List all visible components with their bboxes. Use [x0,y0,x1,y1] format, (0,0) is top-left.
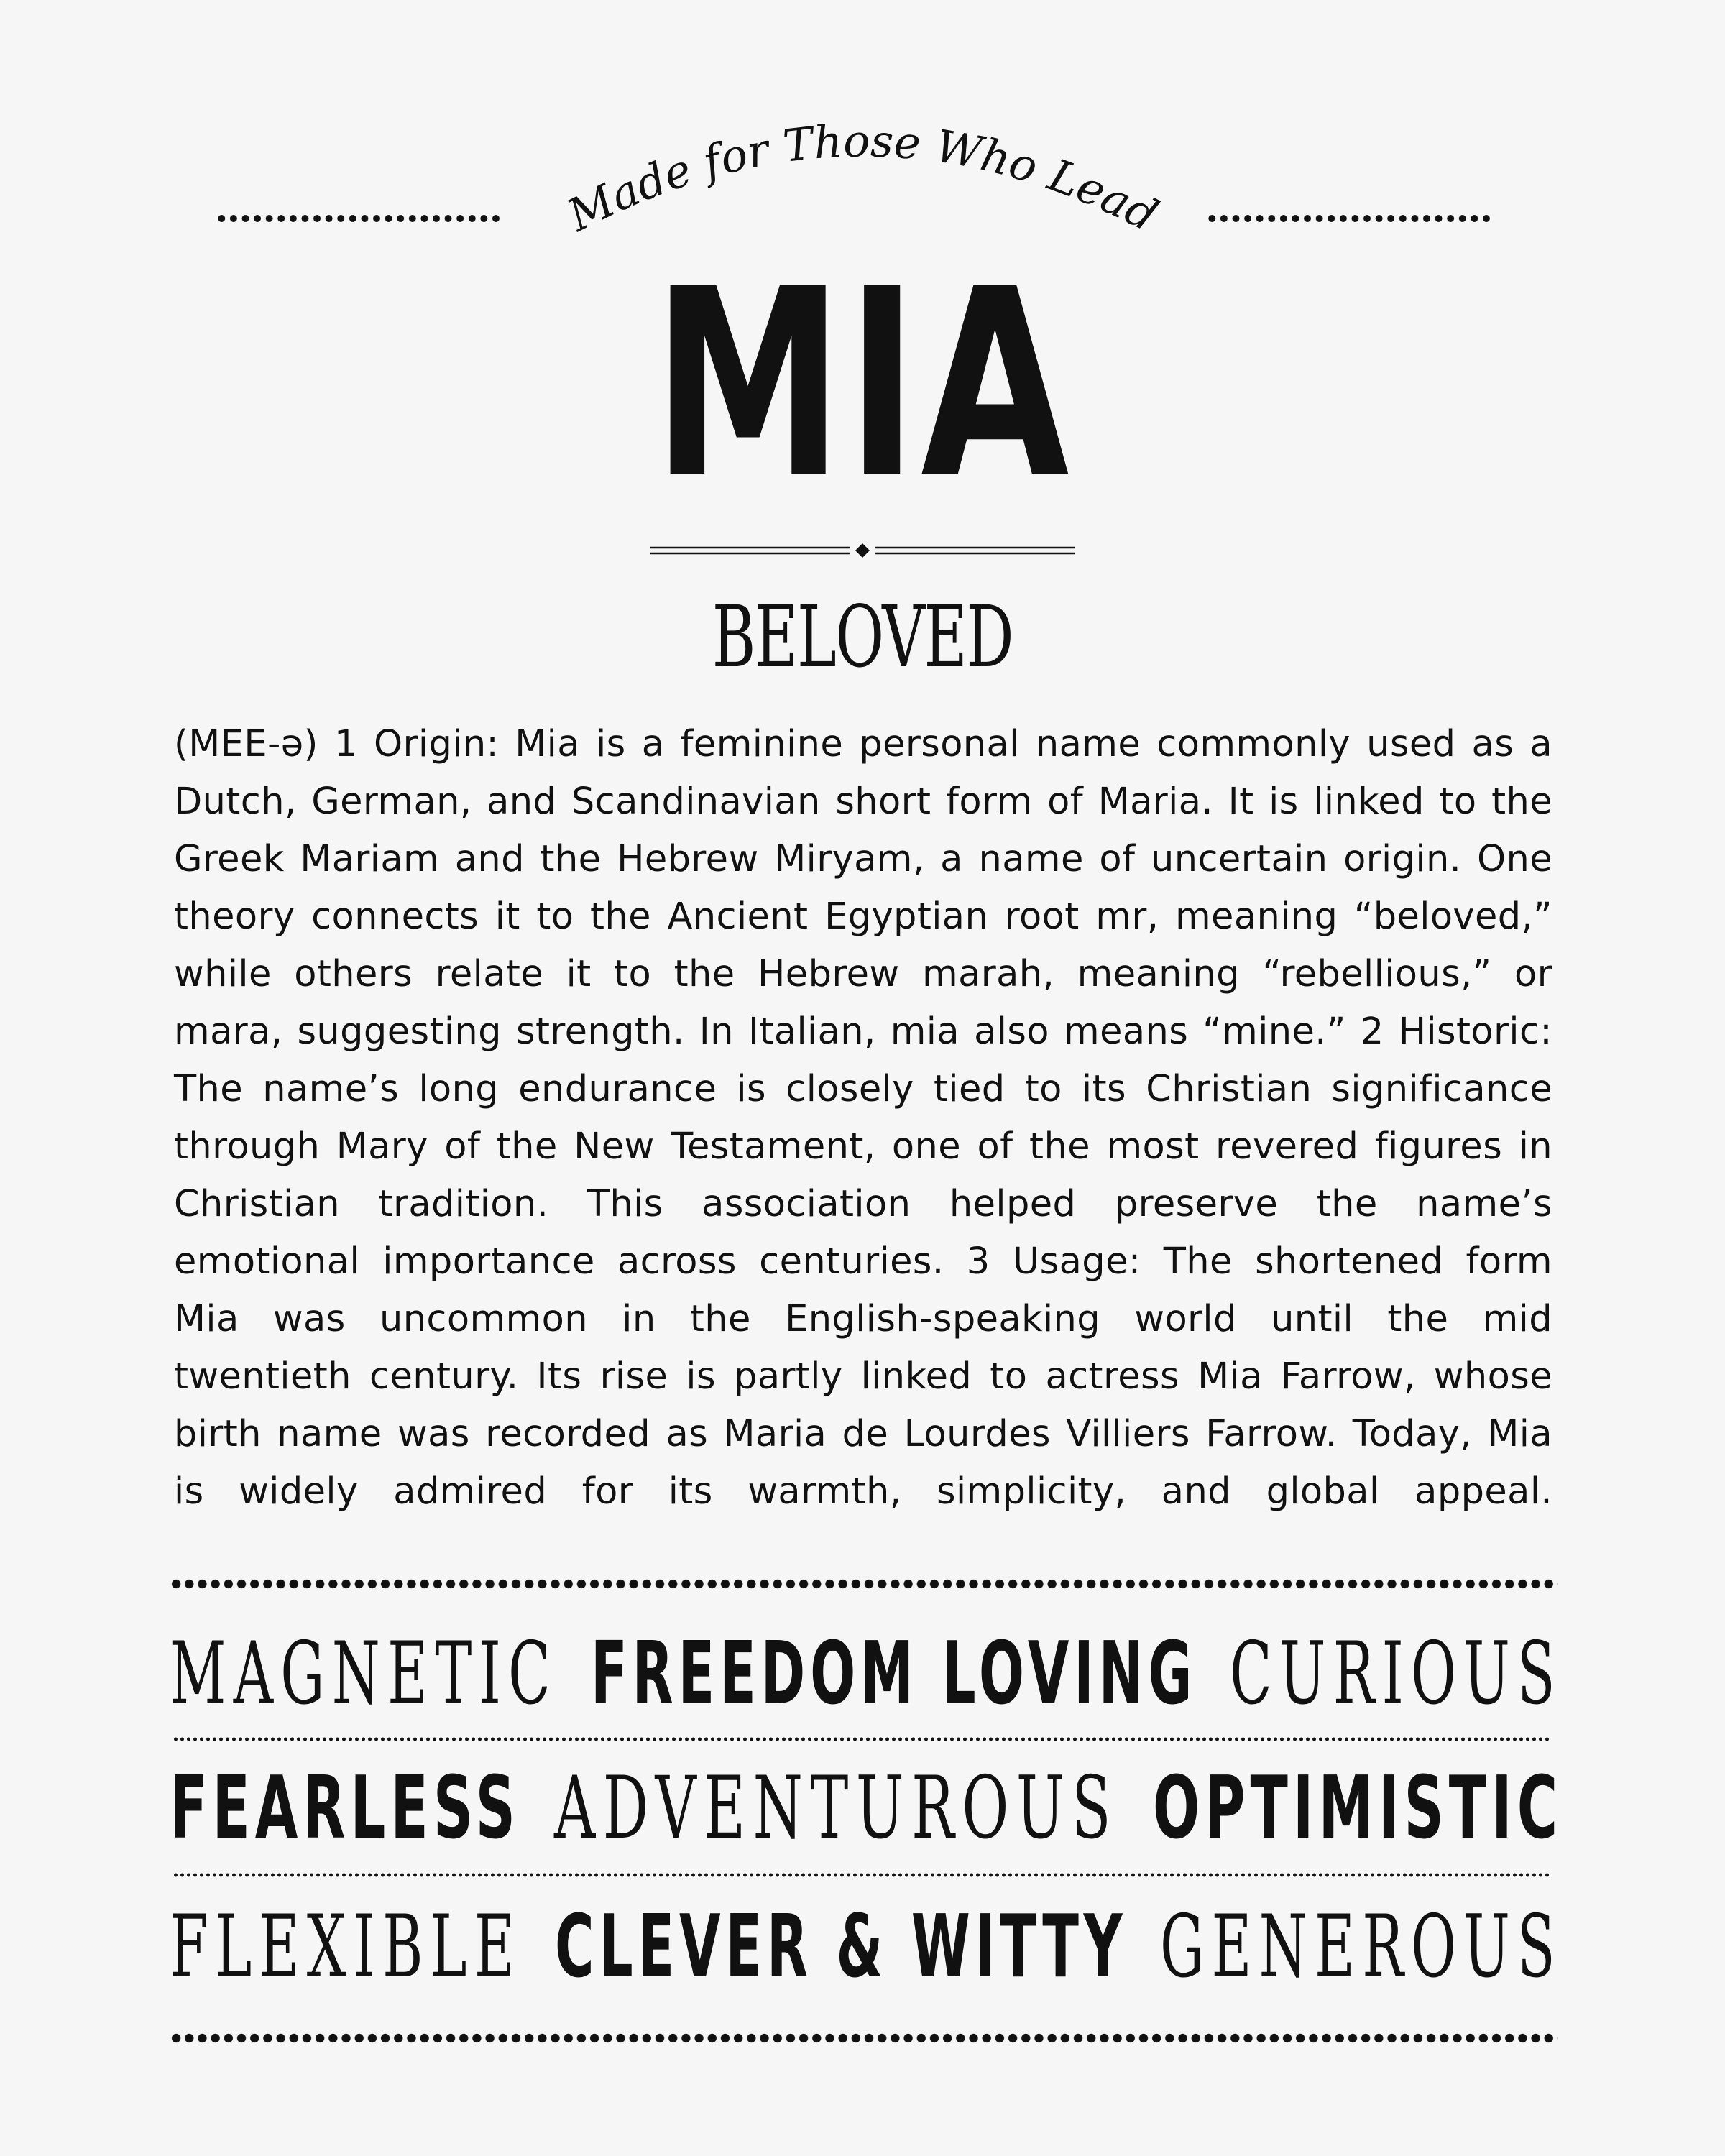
trait-line-1 [170,1624,1563,1724]
dotted-rule-bottom [170,2033,1558,2043]
trait-word: CURIOUS [1230,1624,1563,1724]
name-title: MIA [653,234,1072,535]
dotted-rule-small [172,1873,1552,1877]
name-meaning: BELOVED [712,587,1013,686]
trait-word: FLEXIBLE [170,1897,523,1997]
trait-line-2 [170,1759,1563,1858]
diamond-ornament-divider [650,540,1075,561]
dotted-divider-right [1206,214,1494,223]
dotted-divider-left [216,214,503,223]
tagline-row [0,114,1725,244]
trait-word: OPTIMISTIC [1152,1759,1563,1858]
tagline-textpath: Made for Those Who Lead [559,114,1167,242]
trait-word: MAGNETIC [170,1624,558,1724]
dotted-rule-small [172,1737,1552,1741]
dotted-rule-top [170,1579,1558,1589]
tagline-arc [546,114,1179,244]
trait-word: CLEVER & WITTY [554,1897,1128,1997]
trait-word: GENEROUS [1160,1897,1563,1997]
trait-word: ADVENTUROUS [554,1759,1119,1858]
trait-word: FEARLESS [170,1759,520,1858]
definition-paragraph: (MEE-ə) 1 Origin: Mia is a feminine personal name commonly used as a Dutch, German, and Scandinavian short form of Maria. It is linked to the Greek Mariam and the Hebrew Miryam, a name of uncertain origin. One theory connects it to the Ancient Egyptian root mr, meaning “beloved,” while others relate it to the Hebrew marah, meaning “rebellious,” or mara, suggesting strength. In Italian, mia also means “mine.” 2 Historic: The name’s long endurance is closely tied to its Christian significance through Mary of the New Testament, one of the most revered figures in Christian tradition. This association helped preserve the name’s emotional importance across centuries. 3 Usage: The shortened form Mia was uncommon in the English-speaking world until the mid twentieth century. Its rise is partly linked to actress Mia Farrow, whose birth name was recorded as Maria de Lourdes Villiers Farrow. Today, Mia is widely admired for its warmth, simplicity, and global appeal. [174,723,1552,1513]
trait-line-3 [170,1897,1563,1997]
tagline-text [558,114,1166,241]
diamond-icon [855,543,870,558]
trait-word: FREEDOM LOVING [590,1624,1197,1724]
